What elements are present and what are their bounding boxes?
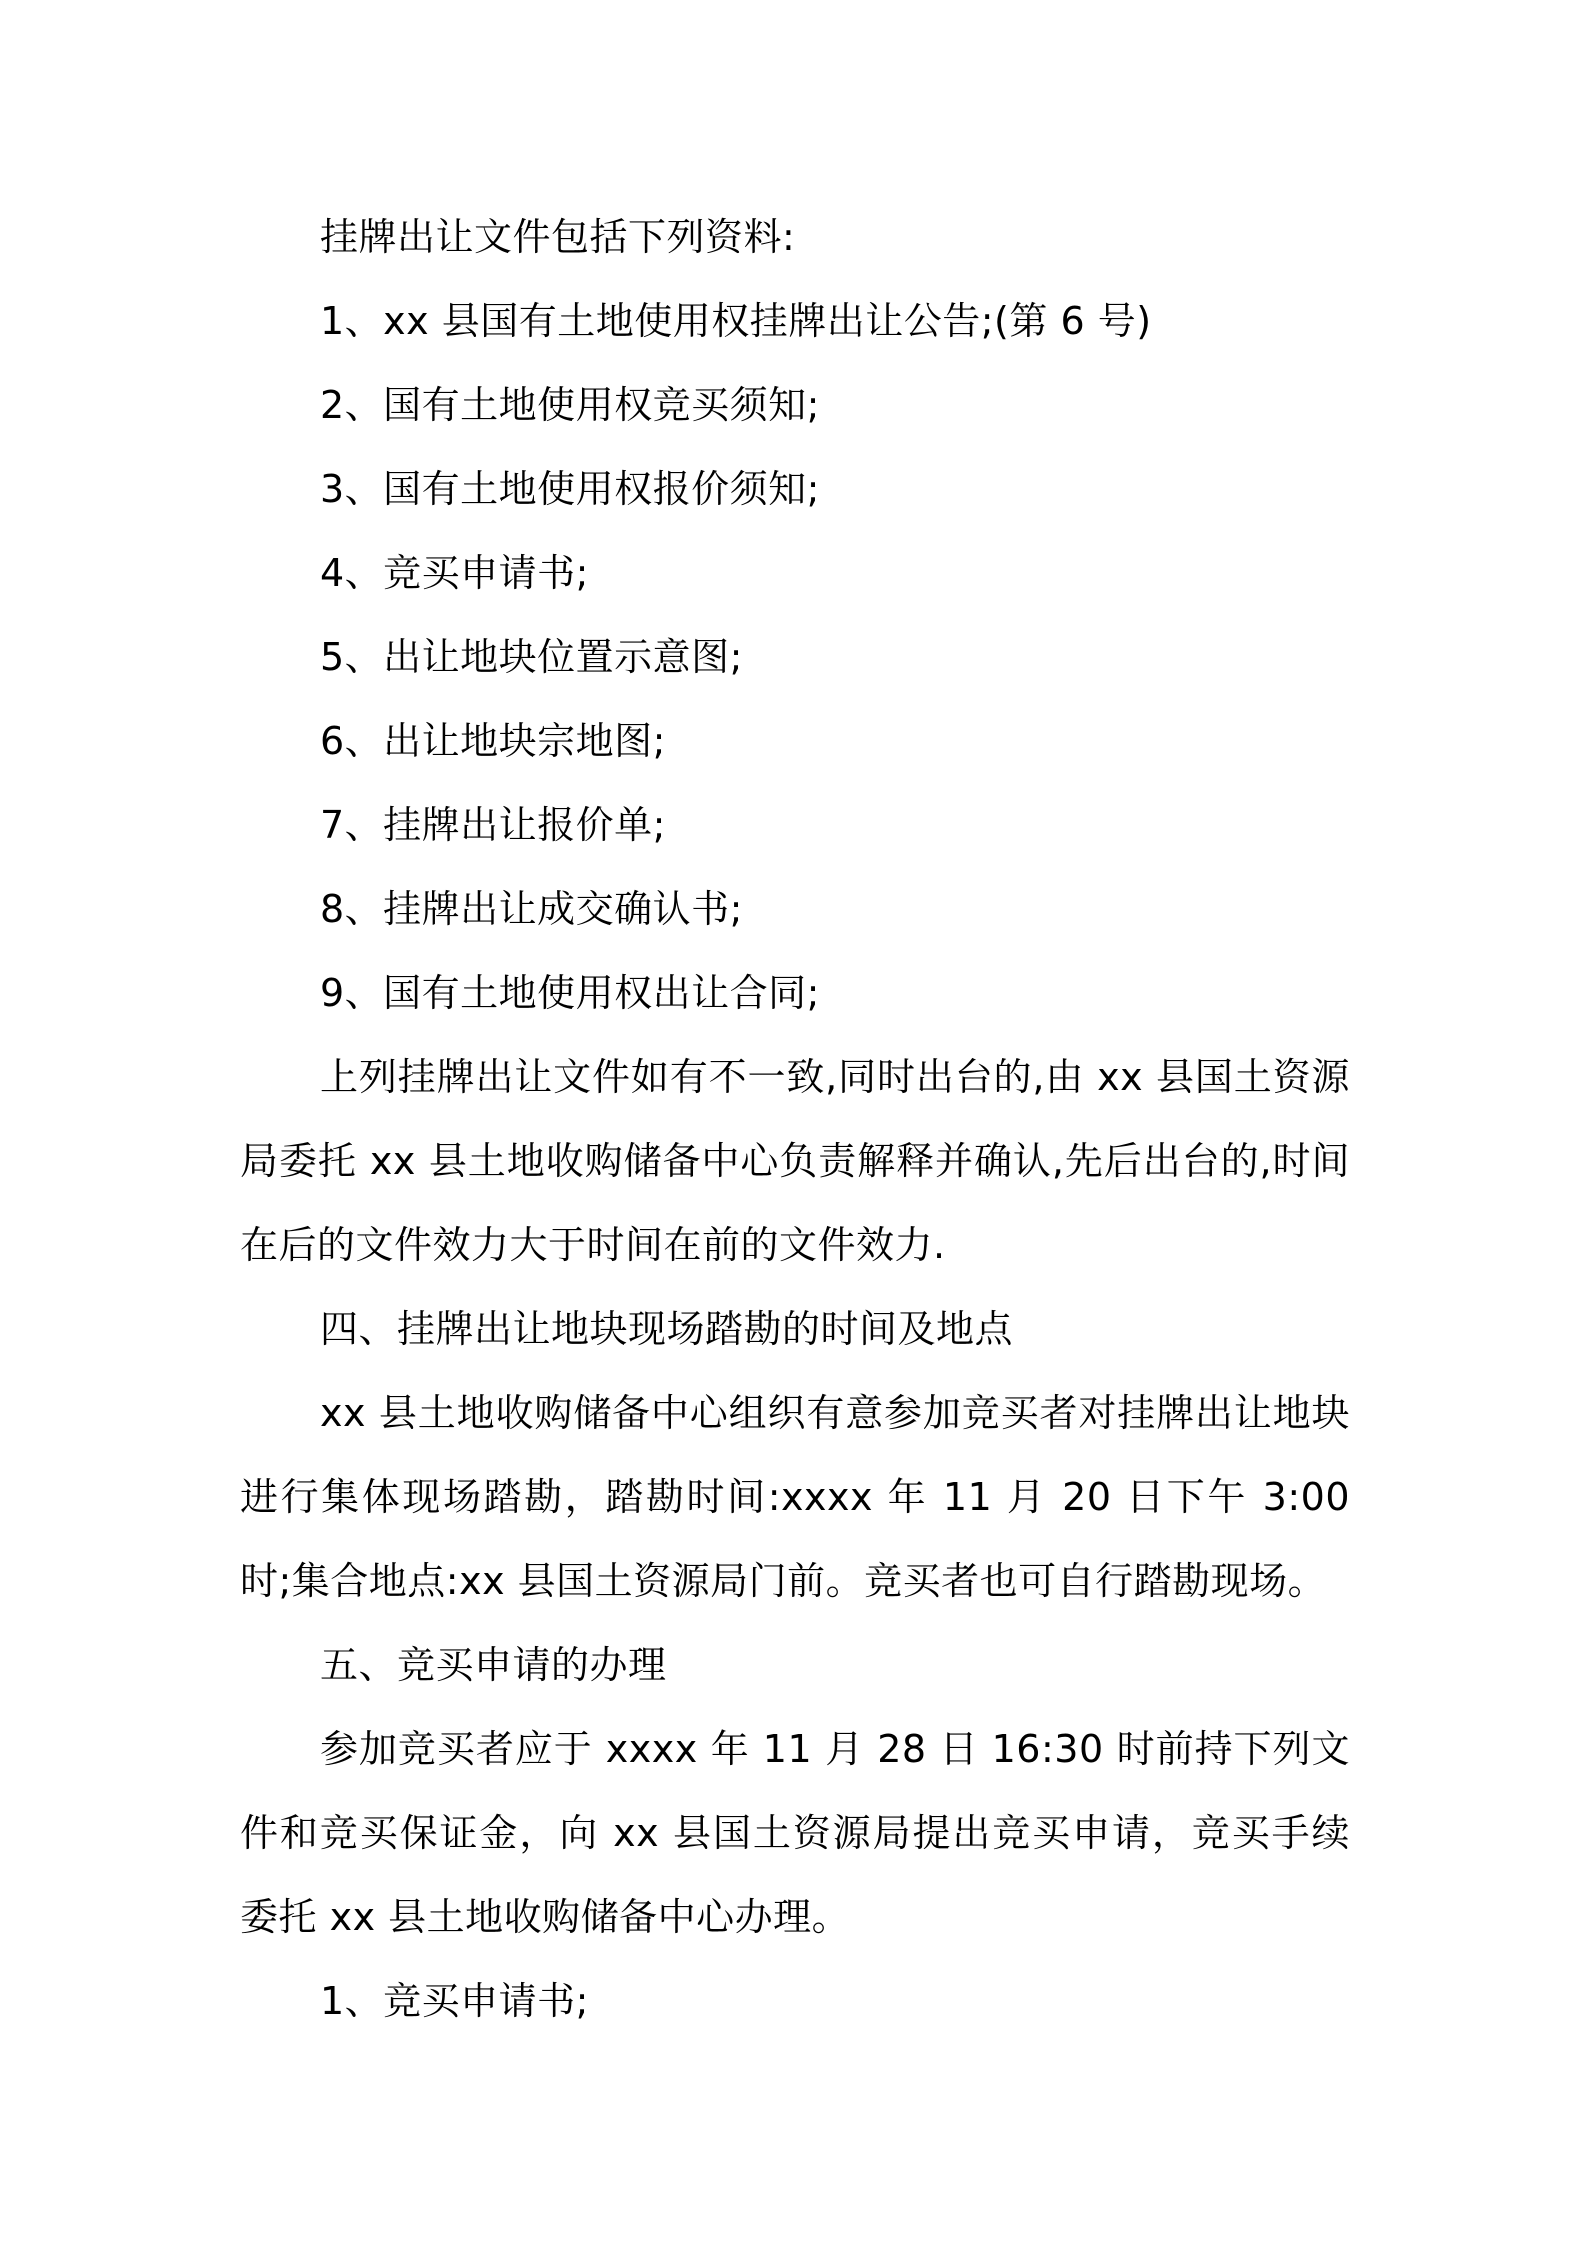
file-item-1: 1、xx 县国有土地使用权挂牌出让公告;(第 6 号)	[320, 299, 1152, 343]
file-item-3: 3、国有土地使用权报价须知;	[320, 467, 820, 511]
file-item-2: 2、国有土地使用权竞买须知;	[320, 383, 820, 427]
file-item-8: 8、挂牌出让成交确认书;	[320, 887, 743, 931]
application-item-1: 1、竞买申请书;	[320, 1979, 589, 2023]
file-item-7: 7、挂牌出让报价单;	[320, 803, 666, 847]
intro-line: 挂牌出让文件包括下列资料:	[320, 215, 796, 259]
file-item-5: 5、出让地块位置示意图;	[320, 635, 743, 679]
file-item-6: 6、出让地块宗地图;	[320, 719, 666, 763]
file-item-9: 9、国有土地使用权出让合同;	[320, 971, 820, 1015]
section-5-paragraph: 参加竞买者应于 xxxx 年 11 月 28 日 16:30 时前持下列文件和竞买保证金，向 xx 县国土资源局提出竞买申请，竞买手续委托 xx 县土地收购储备中心办理。	[240, 1727, 1350, 1939]
section-5-heading: 五、竞买申请的办理	[320, 1643, 667, 1687]
section-4-heading: 四、挂牌出让地块现场踏勘的时间及地点	[320, 1307, 1014, 1351]
document-body	[240, 195, 1350, 2043]
interpretation-paragraph: 上列挂牌出让文件如有不一致,同时出台的,由 xx 县国土资源局委托 xx 县土地收购储备中心负责解释并确认,先后出台的,时间在后的文件效力大于时间在前的文件效力.	[240, 1055, 1350, 1267]
file-item-4: 4、竞买申请书;	[320, 551, 589, 595]
section-4-paragraph: xx 县土地收购储备中心组织有意参加竞买者对挂牌出让地块进行集体现场踏勘，踏勘时间:xxxx 年 11 月 20 日下午 3:00 时;集合地点:xx 县国土资源局门前。竞买者也可自行踏勘现场。	[240, 1391, 1350, 1603]
